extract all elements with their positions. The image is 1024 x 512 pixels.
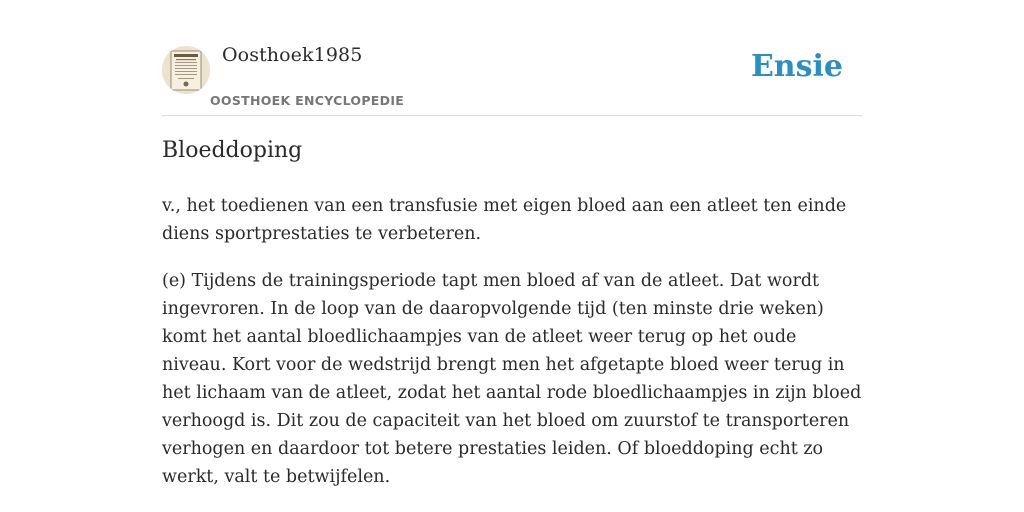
page-header — [162, 0, 862, 116]
page-content — [162, 0, 862, 487]
entry-paragraph: (e) Tijdens de trainingsperiode tapt men bloed af van de atleet. Dat wordt ingevroren. In de loop van de daaropvolgende tijd (ten minste drie weken) komt het aantal bloedlichaampjes van de atleet weer terug op het oude niveau. Kort voor de wedstrijd brengt men het afgetapte bloed weer terug in het lichaam van de atleet, zodat het aantal rode bloedlichaampjes in zijn bloed verhoogd is. Dit zou de capaciteit van het bloed om zuurstof te transporteren verhogen en daardoor tot betere prestaties leiden. Of bloeddoping echt zo werkt, valt te betwijfelen. — [162, 271, 862, 487]
avatar[interactable] — [162, 46, 210, 94]
entry-title: Bloeddoping — [162, 138, 303, 163]
entry-paragraph: v., het toedienen van een transfusie met eigen bloed aan een atleet ten einde diens sportprestaties te verbeteren. — [162, 196, 847, 244]
author-username[interactable]: Oosthoek1985 — [222, 44, 363, 66]
brand-logo[interactable]: Ensie — [750, 49, 843, 84]
book-cover-icon — [162, 46, 210, 94]
source-label: OOSTHOEK ENCYCLOPEDIE — [210, 93, 405, 108]
